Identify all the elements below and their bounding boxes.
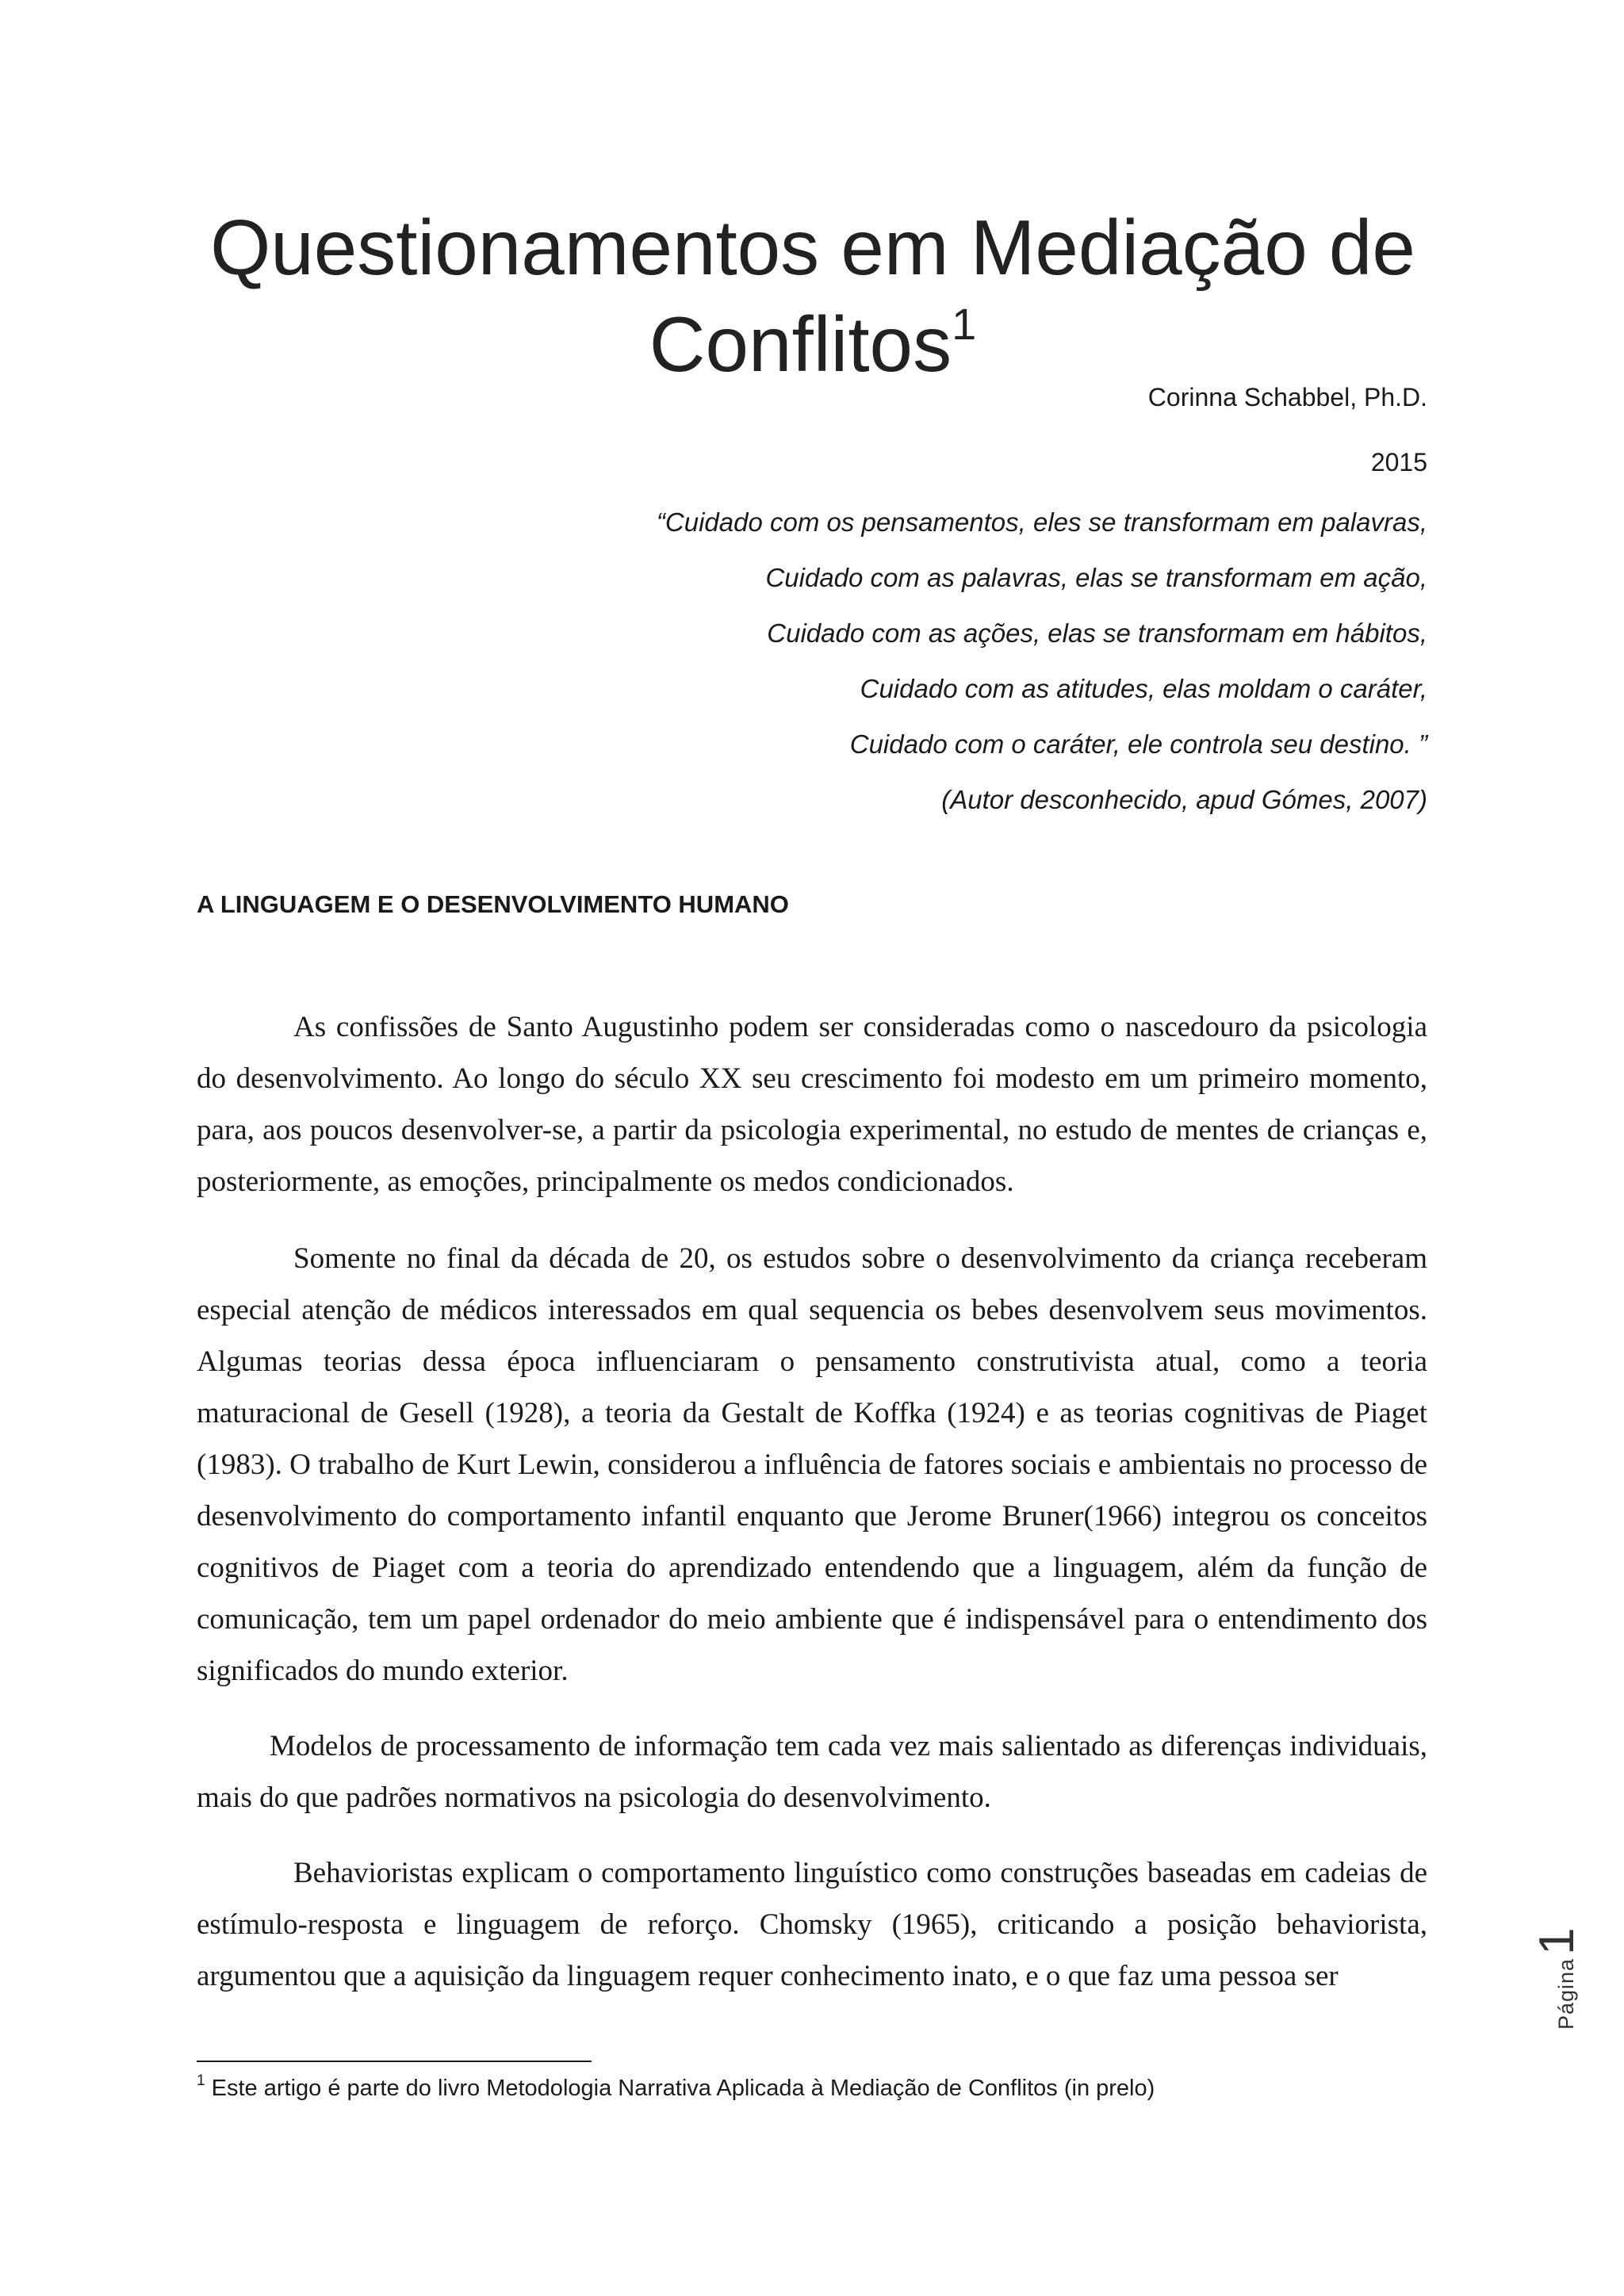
epigraph-line: Cuidado com as atitudes, elas moldam o caráter, — [860, 674, 1427, 703]
title-text-1: Questionamentos em Mediação de — [210, 204, 1415, 291]
publication-year: 2015 — [1370, 448, 1427, 476]
epigraph-line: Cuidado com o caráter, ele controla seu destino. ” — [849, 729, 1427, 759]
title-footnote-marker[interactable]: 1 — [952, 299, 977, 349]
footnote-marker: 1 — [197, 2072, 205, 2089]
epigraph-line: Cuidado com as ações, elas se transformam em hábitos, — [767, 618, 1427, 648]
epigraph-attribution: (Autor desconhecido, apud Gómes, 2007) — [941, 785, 1427, 814]
title-text-2: Conflitos — [649, 300, 952, 388]
body-paragraph: As confissões de Santo Augustinho podem ser consideradas como o nascedouro da psicologia do desenvolvimento. Ao longo do século XX seu crescimento foi modesto em um primeiro momento, para, aos poucos desenvolver-se, a partir da psicologia experimental, no estudo de mentes de crianças e, posteriormente, as emoções, principalmente os medos condicionados. — [197, 1011, 1427, 1198]
footnote-separator — [197, 2061, 592, 2062]
page-label: Página — [1554, 1957, 1578, 2030]
footnote — [197, 2072, 1155, 2102]
body-paragraph: Modelos de processamento de informação tem cada vez mais salientado as diferenças individuais, mais do que padrões normativos na psicologia do desenvolvimento. — [197, 1730, 1427, 1814]
epigraph-line: Cuidado com as palavras, elas se transformam em ação, — [765, 563, 1427, 592]
section-heading: A LINGUAGEM E O DESENVOLVIMENTO HUMANO — [197, 890, 789, 918]
body-paragraph: Behavioristas explicam o comportamento linguístico como construções baseadas em cadeias de estímulo-resposta e linguagem de reforço. Chomsky (1965), criticando a posição behaviorista, argumentou que a aquisição da linguagem requer conhecimento inato, e o que faz uma pessoa ser — [197, 1857, 1427, 1992]
footnote-text: Este artigo é parte do livro Metodologia Narrativa Aplicada à Mediação de Conflitos (in prelo) — [211, 2076, 1155, 2101]
body-paragraph: Somente no final da década de 20, os estudos sobre o desenvolvimento da criança receberam especial atenção de médicos interessados em qual sequencia os bebes desenvolvem seus movimentos. Algumas teorias dessa época influenciaram o pensamento construtivista atual, como a teoria maturacional de Gesell (1928), a teoria da Gestalt de Koffka (1924) e as teorias cognitivas de Piaget (1983). O trabalho de Kurt Lewin, considerou a influência de fatores sociais e ambientais no processo de desenvolvimento do comportamento infantil enquanto que Jerome Bruner(1966) integrou os conceitos cognitivos de Piaget com a teoria do aprendizado entendendo que a linguagem, além da função de comunicação, tem um papel ordenador do meio ambiente que é indispensável para o entendimento dos significados do mundo exterior. — [197, 1242, 1427, 1687]
document-title-line-1 — [198, 198, 1427, 297]
author-name: Corinna Schabbel, Ph.D. — [1147, 383, 1427, 411]
page-number-value: 1 — [1530, 1927, 1584, 1955]
epigraph-line: “Cuidado com os pensamentos, eles se transformam em palavras, — [656, 507, 1427, 537]
